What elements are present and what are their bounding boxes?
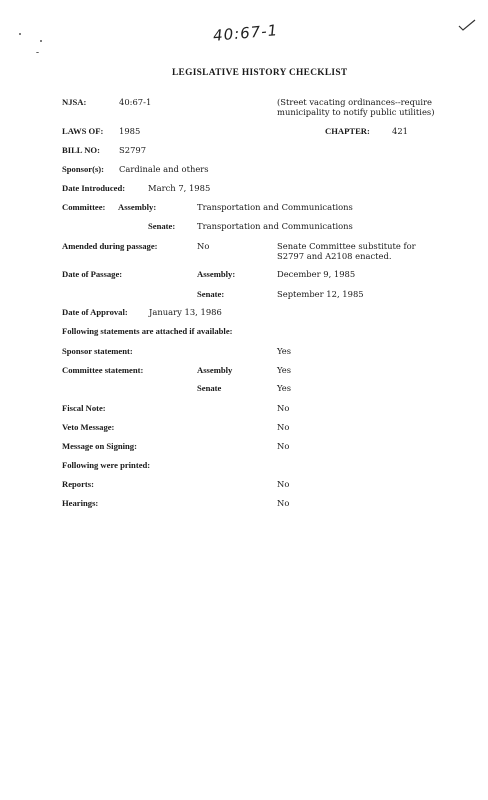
passage-senate-value: September 12, 1985 [277,289,364,299]
passage-senate-label: Senate: [197,289,225,299]
committee-statement-assembly-label: Assembly [197,365,233,375]
committee-statement-label: Committee statement: [62,365,144,375]
hearings-label: Hearings: [62,498,99,508]
date-introduced-label: Date Introduced: [62,183,126,193]
reports-label: Reports: [62,479,94,489]
hearings-value: No [277,498,290,508]
committee-assembly-value: Transportation and Communications [197,202,353,212]
sponsors-label: Sponsor(s): [62,164,105,174]
committee-senate-label: Senate: [148,221,176,231]
bill-no-value: S2797 [119,145,147,155]
chapter-value: 421 [392,126,408,136]
njsa-note-line2: municipality to notify public utilities) [277,107,435,117]
laws-of-value: 1985 [119,126,141,136]
check-mark-icon [458,18,476,32]
njsa-note-line1: (Street vacating ordinances--require [277,97,433,107]
handwritten-number: 40:67-1 [212,21,279,45]
veto-message-label: Veto Message: [62,422,115,432]
message-on-signing-value: No [277,441,290,451]
committee-assembly-label: Assembly: [118,202,157,212]
njsa-value: 40:67-1 [119,97,152,107]
fiscal-note-label: Fiscal Note: [62,403,106,413]
committee-senate-value: Transportation and Communications [197,221,353,231]
document-title: LEGISLATIVE HISTORY CHECKLIST [172,68,348,78]
committee-statement-senate-value: Yes [277,383,292,393]
stray-mark [19,33,21,35]
following-printed-heading: Following were printed: [62,460,151,470]
message-on-signing-label: Message on Signing: [62,441,137,451]
sponsor-statement-value: Yes [277,346,292,356]
date-introduced-value: March 7, 1985 [148,183,211,193]
date-of-approval-label: Date of Approval: [62,307,128,317]
fiscal-note-value: No [277,403,290,413]
reports-value: No [277,479,290,489]
laws-of-label: LAWS OF: [62,126,104,136]
passage-assembly-value: December 9, 1985 [277,269,356,279]
sponsors-value: Cardinale and others [119,164,209,174]
amended-note-line2: S2797 and A2108 enacted. [277,251,392,261]
committee-statement-assembly-value: Yes [277,365,292,375]
chapter-label: CHAPTER: [325,126,370,136]
njsa-label: NJSA: [62,97,87,107]
date-of-approval-value: January 13, 1986 [149,307,222,317]
stray-mark [36,52,39,53]
committee-label: Committee: [62,202,106,212]
sponsor-statement-label: Sponsor statement: [62,346,133,356]
passage-assembly-label: Assembly: [197,269,236,279]
amended-note-line1: Senate Committee substitute for [277,241,416,251]
stray-mark [40,40,42,42]
date-of-passage-label: Date of Passage: [62,269,123,279]
following-attached-heading: Following statements are attached if available: [62,326,233,336]
bill-no-label: BILL NO: [62,145,100,155]
veto-message-value: No [277,422,290,432]
amended-label: Amended during passage: [62,241,158,251]
amended-value: No [197,241,210,251]
committee-statement-senate-label: Senate [197,383,222,393]
